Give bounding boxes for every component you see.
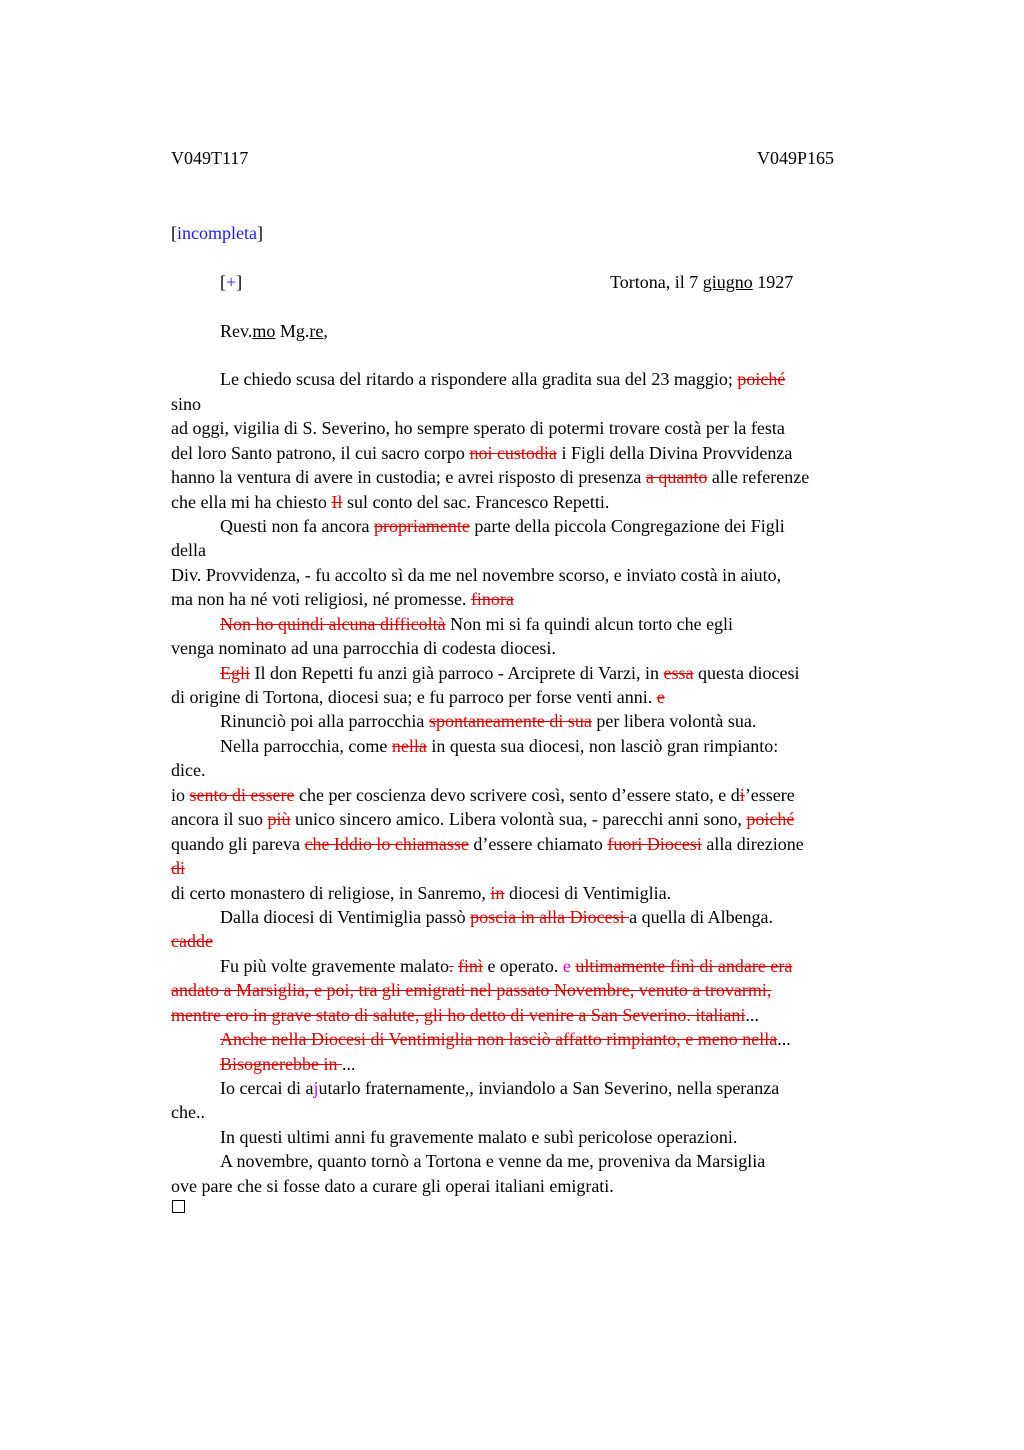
text-line: ove pare che si fosse dato a curare gli operai italiani emigrati. bbox=[171, 1176, 614, 1196]
text-line: Non ho quindi alcuna difficoltà Non mi si fa quindi alcun torto che egli bbox=[220, 614, 734, 634]
text-line: sino bbox=[171, 394, 202, 414]
text-line: quando gli pareva che Iddio lo chiamasse d’essere chiamato fuori Diocesi alla direzione bbox=[171, 834, 804, 854]
text-line: Bisognerebbe in ... bbox=[220, 1054, 356, 1074]
text-line: ma non ha né voti religiosi, né promesse. finora bbox=[171, 589, 514, 609]
text-line: del loro Santo patrono, il cui sacro corpo noi custodia i Figli della Divina Provvidenza bbox=[171, 443, 793, 463]
text-line: Le chiedo scusa del ritardo a rispondere alla gradita sua del 23 maggio; poiché bbox=[220, 369, 786, 389]
text-line: ancora il suo più unico sincero amico. Libera volontà sua, - parecchi anni sono, poiché bbox=[171, 809, 795, 829]
text-line: hanno la ventura di avere in custodia; e avrei risposto di presenza a quanto alle referenze bbox=[171, 467, 810, 487]
text-line: Egli Il don Repetti fu anzi già parroco - Arciprete di Varzi, in essa questa diocesi bbox=[220, 663, 800, 683]
text-line: di bbox=[171, 858, 186, 878]
text-line: Nella parrocchia, come nella in questa sua diocesi, non lasciò gran rimpianto: bbox=[220, 736, 779, 756]
text-line: ad oggi, vigilia di S. Severino, ho sempre sperato di potermi trovare costà per la festa bbox=[171, 418, 785, 438]
text-line: di origine di Tortona, diocesi sua; e fu parroco per forse venti anni. e bbox=[171, 687, 665, 707]
text-line: andato a Marsiglia, e poi, tra gli emigrati nel passato Novembre, venuto a trovarmi, bbox=[171, 980, 772, 1000]
text-line: Div. Provvidenza, - fu accolto sì da me nel novembre scorso, e inviato costà in aiuto, bbox=[171, 565, 782, 585]
page-code: V049P165 bbox=[757, 148, 835, 168]
text-line: che ella mi ha chiesto Il sul conto del sac. Francesco Repetti. bbox=[171, 492, 610, 512]
cross-mark: [+] bbox=[220, 272, 243, 292]
text-line: A novembre, quanto tornò a Tortona e venne da me, proveniva da Marsiglia bbox=[220, 1151, 766, 1171]
salutation: Rev.mo Mg.re, bbox=[220, 321, 328, 341]
text-line: Dalla diocesi di Ventimiglia passò poscia in alla Diocesi a quella di Albenga. bbox=[220, 907, 774, 927]
text-line: della bbox=[171, 540, 206, 560]
text-line: mentre ero in grave stato di salute, gli ho detto di venire a San Severino. italiani... bbox=[171, 1005, 759, 1025]
text-line: Io cercai di ajutarlo fraternamente,, inviandolo a San Severino, nella speranza bbox=[220, 1078, 780, 1098]
text-line: dice. bbox=[171, 760, 206, 780]
end-square-icon bbox=[172, 1200, 185, 1213]
text-line: venga nominato ad una parrocchia di codesta diocesi. bbox=[171, 638, 556, 658]
text-line: Fu più volte gravemente malato. finì e operato. e ultimamente finì di andare era bbox=[220, 956, 793, 976]
text-line: In questi ultimi anni fu gravemente malato e subì pericolose operazioni. bbox=[220, 1127, 738, 1147]
document-code: V049T117 bbox=[171, 148, 249, 168]
text-line: Rinunciò poi alla parrocchia spontaneamente di sua per libera volontà sua. bbox=[220, 711, 757, 731]
text-line: Anche nella Diocesi di Ventimiglia non lasciò affatto rimpianto, e meno nella... bbox=[220, 1029, 791, 1049]
text-line: io sento di essere che per coscienza devo scrivere così, sento d’essere stato, e di’essere bbox=[171, 785, 795, 805]
letter-date: Tortona, il 7 giugno 1927 bbox=[610, 272, 794, 292]
text-line: di certo monastero di religiose, in Sanremo, in diocesi di Ventimiglia. bbox=[171, 883, 672, 903]
text-line: cadde bbox=[171, 931, 213, 951]
text-line: Questi non fa ancora propriamente parte della piccola Congregazione dei Figli bbox=[220, 516, 785, 536]
status-note: [incompleta] bbox=[171, 223, 263, 243]
text-line: che.. bbox=[171, 1102, 205, 1122]
